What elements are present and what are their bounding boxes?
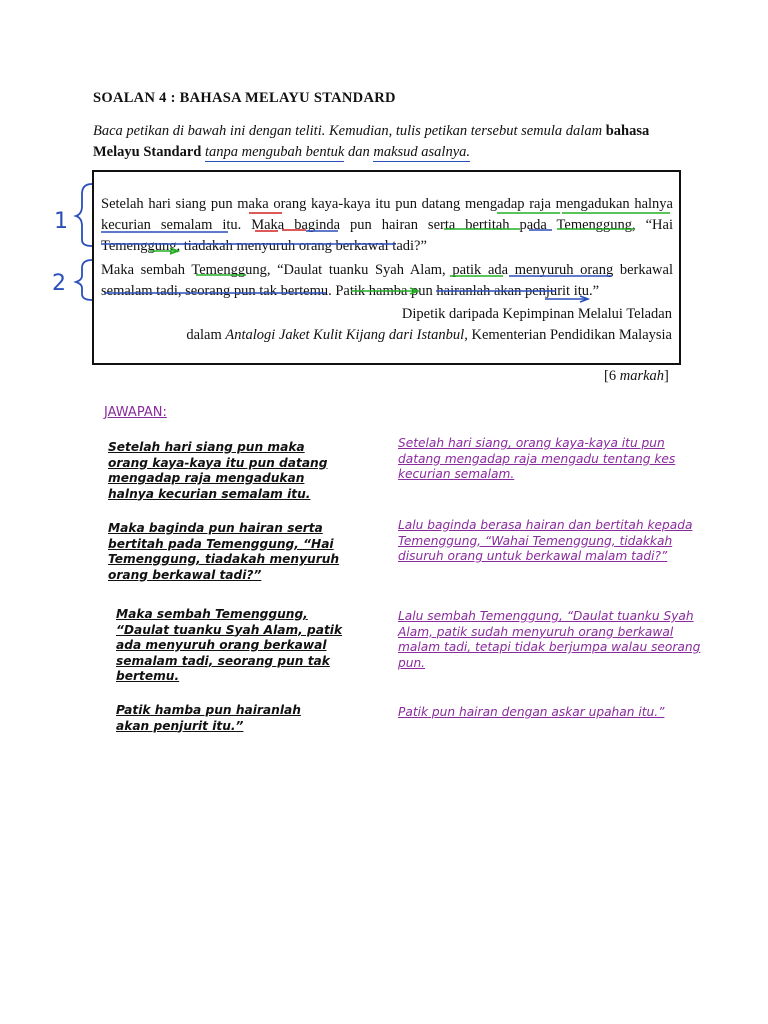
passage-box [92,170,681,365]
answer-original-4: Patik hamba pun hairanlah akan penjurit itu.” [116,703,301,733]
instruction-mid: dan [347,144,370,160]
source-title: Antalogi Jaket Kulit Kijang dari Istanbul [225,327,465,343]
instruction-underlined-1: tanpa mengubah bentuk [205,144,345,160]
source-line-1: Dipetik daripada Kepimpinan Melalui Teladan [401,306,672,322]
passage-paragraph-1: Setelah hari siang pun maka orang kaya-kaya itu pun datang mengadap raja mengadukan halnya kecurian semalam itu. Maka baginda pun hairan serta bertitah pada Temenggung, “Hai Temenggung, tiadakah menyuruh orang berkawal tadi?” [101,196,673,254]
instruction-bold: bahasa Melayu Standard [93,123,650,160]
question-title: SOALAN 4 : BAHASA MELAYU STANDARD [93,90,396,106]
marks-word: markah [619,368,665,384]
bracket-1 [76,184,92,246]
instruction [93,121,683,163]
passage-paragraph-2: Maka sembah Temenggung, “Daulat tuanku Syah Alam, patik ada menyuruh orang berkawal semalam tadi, seorang pun tak bertemu. Patik hamba pun hairanlah akan penjurit itu.” [101,262,673,299]
bracket-1-number: 1 [54,209,68,234]
answer-original-1: Setelah hari siang pun maka orang kaya-kaya itu pun datang mengadap raja mengadukan halnya kecurian semalam itu. [108,440,328,501]
answer-standard-3: Lalu sembah Temenggung, “Daulat tuanku Syah Alam, patik sudah menyuruh orang berkawal malam tadi, tetapi tidak berjumpa walau seorang pun. [398,609,701,670]
answer-original-2: Maka baginda pun hairan serta bertitah pada Temenggung, “Hai Temenggung, tiadakah menyuruh orang berkawal tadi?” [108,521,340,582]
source-prefix: dalam [186,327,222,343]
answer-standard-2: Lalu baginda berasa hairan dan bertitah kepada Temenggung, “Wahai Temenggung, tidakkah disuruh orang untuk berkawal malam tadi?” [398,518,693,563]
source-suffix: , Kementerian Pendidikan Malaysia [464,327,672,343]
instruction-underlined-2: maksud asalnya. [373,144,471,160]
instruction-text: Baca petikan di bawah ini dengan teliti. Kemudian, tulis petikan tersebut semula dalam [93,123,603,139]
marks-label [604,368,669,385]
answer-standard-1: Setelah hari siang, orang kaya-kaya itu pun datang mengadap raja mengadu tentang kes kecurian semalam. [398,436,676,481]
annotation-brackets [30,180,102,310]
marks-close: ] [664,368,669,384]
bracket-2-number: 2 [52,271,66,296]
source-line-2 [112,325,672,346]
marks-open: [6 [604,368,617,384]
answer-label: JAWAPAN: [104,405,167,420]
answer-original-3: Maka sembah Temenggung, “Daulat tuanku Syah Alam, patik ada menyuruh orang berkawal semalam tadi, seorang pun tak bertemu. [116,607,343,683]
answer-standard-4: Patik pun hairan dengan askar upahan itu.” [398,705,665,719]
bracket-2 [76,260,92,300]
